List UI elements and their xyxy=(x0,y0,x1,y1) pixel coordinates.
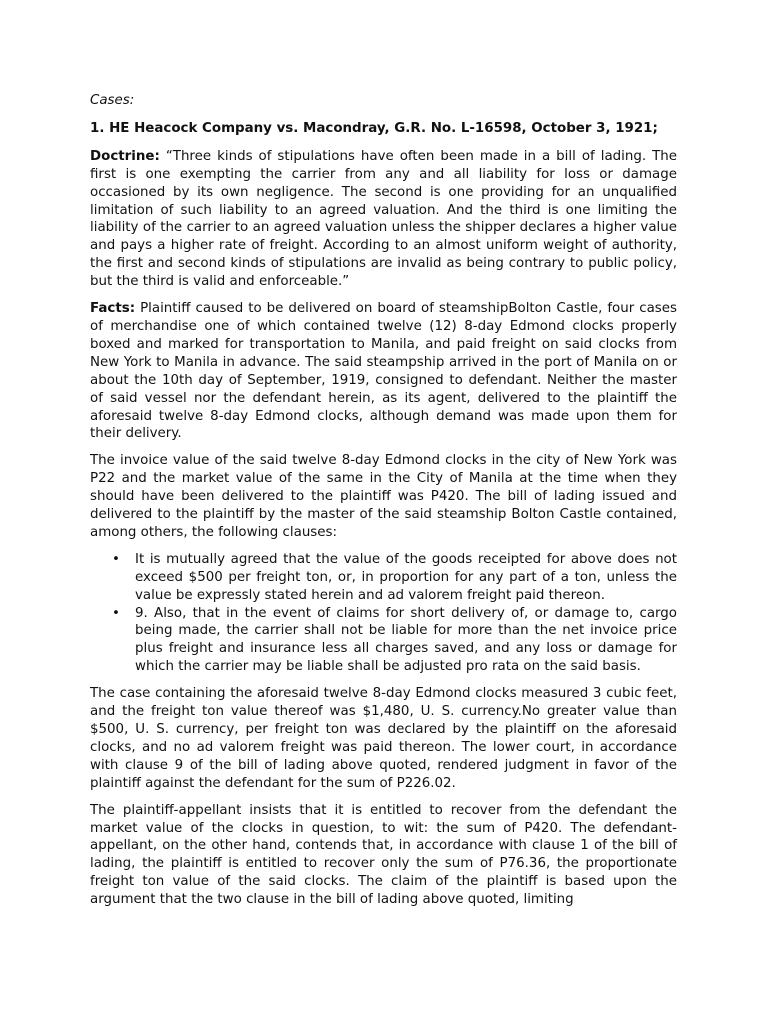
bullet-icon: • xyxy=(112,605,120,621)
clause-text: 9. Also, that in the event of claims for short delivery of, or damage to, cargo being made, the carrier shall not be liable for more than the net invoice price plus freight and insurance less all charges saved, and any loss or damage for which the carrier may be liable shall be adjusted pro rata on the said basis. xyxy=(135,605,677,675)
case-measure-paragraph: The case containing the aforesaid twelve 8-day Edmond clocks measured 3 cubic feet, and the freight ton value thereof was $1,480, U. S. currency.No greater value than $500, U. S. currency, per freight ton was declared by the plaintiff on the aforesaid clocks, and no ad valorem freight was paid thereon. The lower court, in accordance with clause 9 of the bill of lading above quoted, rendered judgment in favor of the plaintiff against the defendant for the sum of P226.02. xyxy=(90,686,677,791)
cases-label: Cases: xyxy=(90,93,135,108)
facts-text: Plaintiff caused to be delivered on board of steamshipBolton Castle, four cases of merchandise one of which contained twelve (12) 8-day Edmond clocks properly boxed and marked for transportation to Manila, and paid freight on said clocks from New York to Manila in advance. The said steampship arrived in the port of Manila on or about the 10th day of September, 1919, consigned to defendant. Neither the master of said vessel nor the defendant herein, as its agent, delivered to the plaintiff the aforesaid twelve 8-day Edmond clocks, although demand was made upon them for their delivery. xyxy=(90,301,677,442)
list-item xyxy=(90,551,677,605)
case-title: 1. HE Heacock Company vs. Macondray, G.R. No. L-16598, October 3, 1921; xyxy=(90,120,658,136)
document-page xyxy=(90,92,677,918)
bullet-icon: • xyxy=(112,551,120,567)
clauses-list xyxy=(90,551,677,676)
appellant-paragraph: The plaintiff-appellant insists that it is entitled to recover from the defendant the market value of the clocks in question, to wit: the sum of P420. The defendant-appellant, on the other hand, contends that, in accordance with clause 1 of the bill of lading, the plaintiff is entitled to recover only the sum of P76.36, the proportionate freight ton value of the said clocks. The claim of the plaintiff is based upon the argument that the two clause in the bill of lading above quoted, limiting xyxy=(90,802,677,908)
doctrine-paragraph xyxy=(90,148,677,291)
invoice-paragraph: The invoice value of the said twelve 8-day Edmond clocks in the city of New York was P22 and the market value of the same in the City of Manila at the time when they should have been delivered to the plaintiff was P420. The bill of lading issued and delivered to the plaintiff by the master of the said steamship Bolton Castle contained, among others, the following clauses: xyxy=(90,453,677,540)
doctrine-text: “Three kinds of stipulations have often been made in a bill of lading. The first is one exempting the carrier from any and all liability for loss or damage occasioned by its own negligence. The second is one providing for an unqualified limitation of such liability to an agreed valuation. And the third is one limiting the liability of the carrier to an agreed valuation unless the shipper declares a higher value and pays a higher rate of freight. According to an almost uniform weight of authority, the first and second kinds of stipulations are invalid as being contrary to public policy, but the third is valid and enforceable.” xyxy=(90,148,678,290)
doctrine-label: Doctrine: xyxy=(90,148,160,164)
facts-paragraph xyxy=(90,300,677,443)
facts-label: Facts: xyxy=(90,301,136,317)
clause-text: It is mutually agreed that the value of the goods receipted for above does not exceed $500 per freight ton, or, in proportion for any part of a ton, unless the value be expressly stated herein and ad valorem freight paid thereon. xyxy=(135,551,677,603)
list-item xyxy=(90,605,677,677)
